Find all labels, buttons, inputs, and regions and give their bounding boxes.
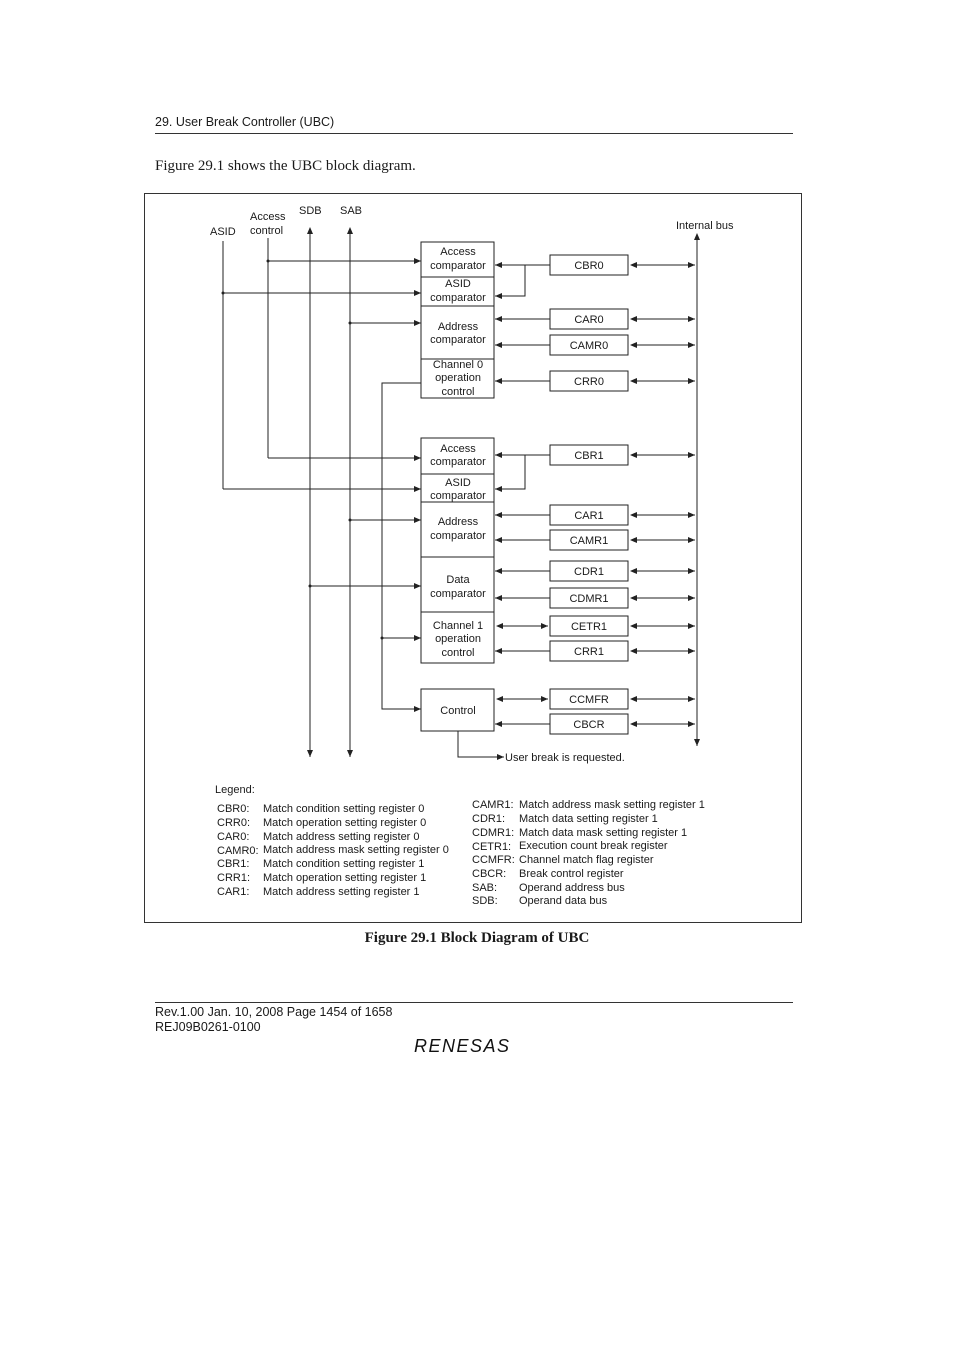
ch0-access-comparator-label-2: comparator — [430, 260, 486, 272]
legend-abbr: CCMFR: — [472, 854, 515, 866]
ch1-address-comparator-label: Address — [437, 516, 479, 528]
legend-abbr: CAR1: — [217, 886, 250, 898]
sdb-bus-label: SDB — [299, 205, 322, 217]
legend-abbr: CBR1: — [217, 858, 250, 870]
ch0-asid-comparator-label-2: comparator — [430, 292, 486, 304]
reg-cdmr1: CDMR1 — [569, 593, 609, 605]
reg-cetr1: CETR1 — [570, 621, 608, 633]
legend-abbr: CBR0: — [217, 803, 250, 815]
ch1-access-comparator-label: Access — [440, 443, 476, 455]
user-break-label: User break is requested. — [505, 752, 625, 764]
legend-desc: Match address setting register 0 — [263, 831, 420, 843]
internal-bus-label: Internal bus — [676, 220, 734, 232]
legend-abbr: CDMR1: — [472, 827, 515, 839]
legend-abbr: CRR1: — [217, 872, 251, 884]
reg-cbr0: CBR0 — [574, 260, 604, 272]
ch0-operation-control-label-3: control — [441, 386, 475, 398]
legend-title: Legend: — [215, 784, 255, 796]
footer-doc-number: REJ09B0261-0100 — [155, 1020, 261, 1034]
ch0-address-comparator-label: Address — [437, 321, 479, 333]
reg-car1: CAR1 — [574, 510, 604, 522]
legend-abbr: SAB: — [472, 882, 498, 894]
legend-desc: Match condition setting register 1 — [263, 858, 425, 870]
reg-cbr1: CBR1 — [574, 450, 604, 462]
legend-desc: Match data setting register 1 — [519, 813, 658, 825]
control-block-label: Control — [440, 705, 476, 717]
ch1-operation-control-label: Channel 1 — [432, 620, 484, 632]
legend-desc: Operand address bus — [519, 882, 625, 894]
legend-abbr: SDB: — [472, 895, 498, 907]
ch1-access-comparator-label-2: comparator — [430, 456, 486, 468]
reg-ccmfr: CCMFR — [569, 694, 609, 706]
legend-desc: Match address mask setting register 0 — [263, 844, 449, 856]
reg-camr0: CAMR0 — [569, 340, 609, 352]
ch1-operation-control-label-2: operation — [435, 633, 481, 645]
renesas-logo-text: RENESAS — [414, 1036, 511, 1056]
ch0-address-comparator-label-2: comparator — [430, 334, 486, 346]
legend-desc: Match address setting register 1 — [263, 886, 420, 898]
ch1-asid-comparator-label-2: comparator — [430, 490, 486, 502]
legend-abbr: CBCR: — [472, 868, 507, 880]
intro-paragraph: Figure 29.1 shows the UBC block diagram. — [155, 158, 416, 174]
asid-bus-label: ASID — [210, 226, 236, 238]
footer-revision: Rev.1.00 Jan. 10, 2008 Page 1454 of 1658 — [155, 1005, 393, 1019]
renesas-logo — [412, 1035, 534, 1057]
ch1-address-comparator-label-2: comparator — [430, 530, 486, 542]
ch0-operation-control-label: Channel 0 — [432, 359, 484, 371]
legend-desc: Break control register — [519, 868, 624, 880]
reg-car0: CAR0 — [574, 314, 604, 326]
legend-abbr: CETR1: — [472, 841, 512, 853]
legend-desc: Operand data bus — [519, 895, 608, 907]
ch1-data-comparator-label-2: comparator — [430, 588, 486, 600]
access-control-label-1: Access — [250, 211, 286, 223]
ch1-asid-comparator-label: ASID — [445, 477, 471, 489]
reg-crr0: CRR0 — [574, 376, 604, 388]
reg-crr1: CRR1 — [574, 646, 604, 658]
reg-cdr1: CDR1 — [574, 566, 604, 578]
ch1-operation-control-label-3: control — [441, 647, 475, 659]
figure-caption: Figure 29.1 Block Diagram of UBC — [364, 930, 590, 946]
reg-camr1: CAMR1 — [569, 535, 609, 547]
legend-desc: Match data mask setting register 1 — [519, 827, 688, 839]
legend-abbr: CAR0: — [217, 831, 250, 843]
legend-desc: Channel match flag register — [519, 854, 654, 866]
ch0-operation-control-label-2: operation — [435, 372, 481, 384]
reg-cbcr: CBCR — [573, 719, 605, 731]
legend-desc: Match condition setting register 0 — [263, 803, 425, 815]
ch0-asid-comparator-label: ASID — [445, 278, 471, 290]
ch0-access-comparator-label: Access — [440, 246, 476, 258]
legend-abbr: CRR0: — [217, 817, 251, 829]
sab-bus-label: SAB — [340, 205, 363, 217]
ch1-data-comparator-label: Data — [446, 574, 470, 586]
legend-desc: Match operation setting register 0 — [263, 817, 427, 829]
running-header: 29. User Break Controller (UBC) — [155, 115, 335, 129]
legend-abbr: CDR1: — [472, 813, 506, 825]
legend-abbr: CAMR0: — [217, 845, 259, 857]
footer-rule — [155, 1002, 793, 1003]
legend-desc: Execution count break register — [519, 840, 668, 852]
legend-desc: Match operation setting register 1 — [263, 872, 427, 884]
legend-desc: Match address mask setting register 1 — [519, 799, 705, 811]
access-control-label-2: control — [250, 225, 284, 237]
legend-abbr: CAMR1: — [472, 799, 514, 811]
